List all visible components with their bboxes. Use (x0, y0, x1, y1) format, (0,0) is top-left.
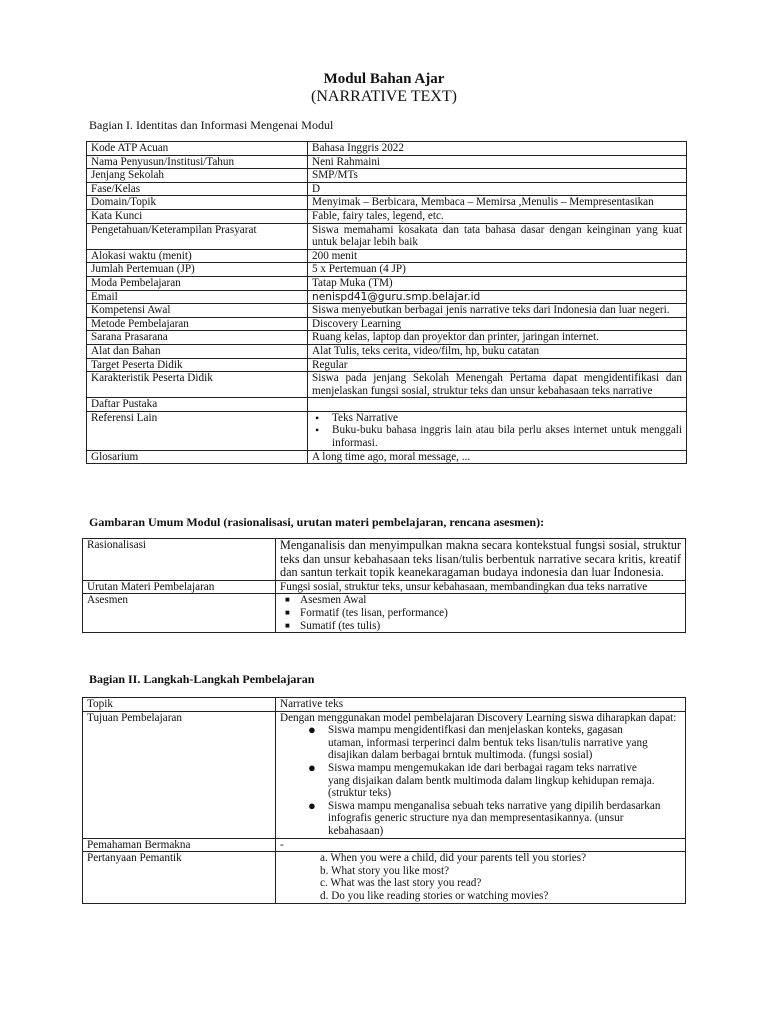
table-row (87, 358, 687, 372)
table-row (83, 580, 686, 594)
row-value (276, 594, 686, 633)
list-item: ■ Sumatif (tes tulis) (285, 619, 381, 632)
table-row (87, 142, 687, 156)
row-label: Pertanyaan Pemantik (83, 852, 276, 903)
row-value (276, 852, 686, 903)
table-row (83, 539, 686, 581)
question-item: a. When you were a child, did your parents tell you stories? (320, 852, 587, 865)
table-row (87, 398, 687, 412)
row-label: Email (87, 290, 308, 304)
row-label: Topik (83, 698, 276, 712)
row-label: Pengetahuan/Keterampilan Prasyarat (87, 223, 308, 249)
list-item: ● Siswa mampu mengidentifkasi dan menjelaskan konteks, gagasan utaman, informasi terperinci dalm bentuk teks lisan/tulis narrative yang disajikan dalam berbagai brntuk multimoda. (fungsi sosial) (308, 722, 648, 762)
row-value: Ruang kelas, laptop dan proyektor dan printer, jaringan internet. (308, 331, 687, 345)
row-label: Asesmen (83, 594, 276, 633)
table-row (87, 169, 687, 183)
square-bullet-icon: ■ (285, 595, 290, 605)
table-row (87, 344, 687, 358)
table-row (87, 290, 687, 304)
list-item: ● Siswa mampu mengemukakan ide dari berbagai ragam teks narrative yang disjaikan dalam bentk multimoda dalam lingkup kehidupan remaja.(struktur teks) (308, 759, 655, 800)
row-value: Siswa menyebutkan berbagai jenis narrative teks dari Indonesia dan luar negeri. (308, 304, 687, 318)
tujuan-list (280, 724, 681, 837)
table-row (87, 209, 687, 223)
question-item: c. What was the last story you read? (320, 877, 482, 890)
row-label: Urutan Materi Pembelajaran (83, 580, 276, 594)
row-value: A long time ago, moral message, ... (308, 450, 687, 464)
bullet-icon: • (315, 410, 320, 425)
table-row (87, 450, 687, 464)
row-label: Daftar Pustaka (87, 398, 308, 412)
table-row (87, 263, 687, 277)
row-value: 5 x Pertemuan (4 JP) (308, 263, 687, 277)
row-value (308, 411, 687, 450)
steps-table (82, 697, 686, 904)
section-heading-identity: Bagian I. Identitas dan Informasi Mengenai Modul (89, 118, 334, 132)
row-label: Glosarium (87, 450, 308, 464)
row-value: Siswa pada jenjang Sekolah Menengah Pertama dapat mengidentifikasi dan menjelaskan fungsi sosial, struktur teks dan unsur kebahasaan teks narrative (308, 372, 687, 398)
table-row (87, 182, 687, 196)
row-label: Metode Pembelajaran (87, 317, 308, 331)
row-value: Neni Rahmaini (308, 155, 687, 169)
list-item: ● Siswa mampu menganalisa sebuah teks narrative yang dipilih berdasarkan infografis generic structure nya dan mempresentasikannya. (unsur kebahasaan) (308, 797, 661, 837)
table-row (87, 276, 687, 290)
row-label: Target Peserta Didik (87, 358, 308, 372)
row-label: Jumlah Pertemuan (JP) (87, 263, 308, 277)
asesmen-list (280, 594, 681, 632)
list-item: • Buku-buku bahasa inggris lain atau bila perlu akses internet untuk menggali informasi. (315, 423, 682, 450)
row-label: Moda Pembelajaran (87, 276, 308, 290)
table-row (87, 249, 687, 263)
row-value: Regular (308, 358, 687, 372)
bullet-icon: ● (308, 722, 316, 738)
row-label: Tujuan Pembelajaran (83, 711, 276, 838)
row-label: Sarana Prasarana (87, 331, 308, 345)
table-row (87, 317, 687, 331)
bullet-icon: ● (308, 759, 316, 775)
row-label: Kode ATP Acuan (87, 142, 308, 156)
table-row (87, 223, 687, 249)
list-item: • Teks Narrative (315, 410, 398, 425)
row-label: Kompetensi Awal (87, 304, 308, 318)
overview-table (82, 538, 686, 633)
question-item: b. What story you like most? (320, 864, 450, 877)
row-label: Jenjang Sekolah (87, 169, 308, 183)
row-value: Narrative teks (276, 698, 686, 712)
document-subtitle: (NARRATIVE TEXT) (311, 88, 457, 105)
row-value: Discovery Learning (308, 317, 687, 331)
table-row (87, 372, 687, 398)
square-bullet-icon: ■ (285, 607, 290, 617)
table-row (83, 838, 686, 852)
row-value: D (308, 182, 687, 196)
row-value: 200 menit (308, 249, 687, 263)
row-value: Menyimak – Berbicara, Membaca – Memirsa ,Menulis – Mempresentasikan (308, 196, 687, 210)
bullet-icon: ● (308, 797, 316, 813)
table-row (87, 304, 687, 318)
row-value: Menganalisis dan menyimpulkan makna secara kontekstual fungsi sosial, struktur teks dan unsur kebahasaan teks lisan/tulis berbentuk narrative secara kritis, kreatif dan santun terkait topik keanekaragaman budaya indonesia dan luar Indonesia. (276, 539, 686, 581)
row-label: Pemahaman Bermakna (83, 838, 276, 852)
row-label: Karakteristik Peserta Didik (87, 372, 308, 398)
tujuan-intro: Dengan menggunakan model pembelajaran Discovery Learning siswa diharapkan dapat: (280, 711, 677, 724)
row-value: Fungsi sosial, struktur teks, unsur kebahasaan, membandingkan dua teks narrative (276, 580, 686, 594)
row-label: Nama Penyusun/Institusi/Tahun (87, 155, 308, 169)
row-label: Domain/Topik (87, 196, 308, 210)
table-row (87, 196, 687, 210)
question-item: d. Do you like reading stories or watching movies? (320, 889, 549, 902)
row-value: Tatap Muka (TM) (308, 276, 687, 290)
identity-table (86, 141, 687, 464)
row-value: - (276, 838, 686, 852)
table-row (87, 331, 687, 345)
row-value: Alat Tulis, teks cerita, video/film, hp, buku catatan (308, 344, 687, 358)
row-value: Siswa memahami kosakata dan tata bahasa dasar dengan keinginan yang kuat untuk belajar lebih baik (308, 223, 687, 249)
document-title: Modul Bahan Ajar (323, 71, 445, 87)
table-row (83, 698, 686, 712)
row-value: Bahasa Inggris 2022 (308, 142, 687, 156)
table-row (83, 852, 686, 903)
row-label: Rasionalisasi (83, 539, 276, 581)
table-row (87, 155, 687, 169)
section-heading-overview: Gambaran Umum Modul (rasionalisasi, urutan materi pembelajaran, rencana asesmen): (89, 515, 545, 529)
row-value (308, 398, 687, 412)
row-label: Kata Kunci (87, 209, 308, 223)
bullet-icon: • (315, 423, 320, 438)
row-value: SMP/MTs (308, 169, 687, 183)
referensi-list (312, 412, 682, 450)
table-row (83, 711, 686, 838)
section-heading-steps: Bagian II. Langkah-Langkah Pembelajaran (89, 672, 315, 686)
row-label: Referensi Lain (87, 411, 308, 450)
square-bullet-icon: ■ (285, 620, 290, 630)
row-value (276, 711, 686, 838)
row-value: nenispd41@guru.smp.belajar.id (308, 290, 687, 304)
row-value: Fable, fairy tales, legend, etc. (308, 209, 687, 223)
list-item: ■ Formatif (tes lisan, performance) (285, 606, 448, 619)
row-label: Alat dan Bahan (87, 344, 308, 358)
table-row (83, 594, 686, 633)
row-label: Fase/Kelas (87, 182, 308, 196)
list-item: ■ Asesmen Awal (285, 594, 367, 607)
table-row (87, 411, 687, 450)
row-label: Alokasi waktu (menit) (87, 249, 308, 263)
